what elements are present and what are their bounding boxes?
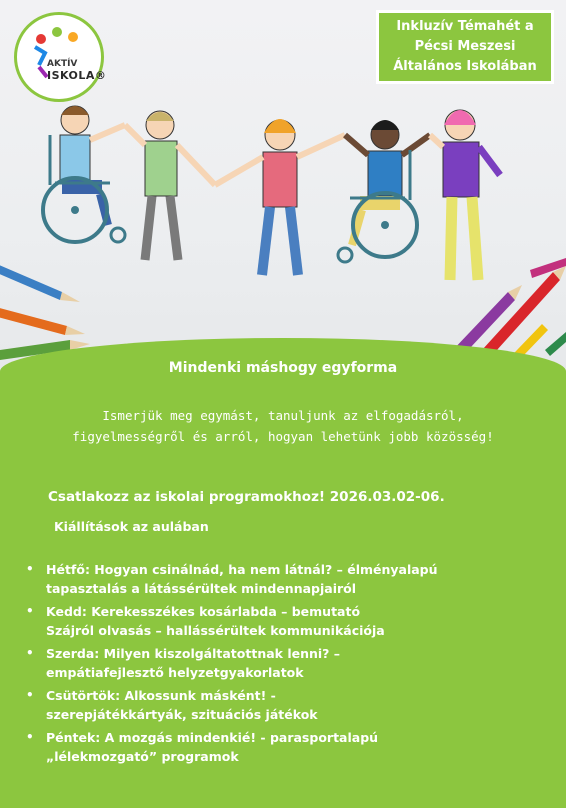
bullet-icon: •: [26, 646, 34, 660]
hero-illustration: [0, 0, 566, 380]
program-line: Péntek: A mozgás mindenkié! - parasportalapú: [46, 730, 379, 745]
program-line: Kedd: Kerekesszékes kosárlabda – bemutató: [46, 604, 361, 619]
program-line: „lélekmozgató” programok: [46, 749, 239, 764]
list-item: [24, 644, 544, 682]
bullet-icon: •: [26, 730, 34, 744]
school-name-line: Pécsi Meszesi: [414, 39, 516, 54]
program-line: Hétfő: Hogyan csinálnád, ha nem látnál? – élményalapú: [46, 562, 438, 577]
people-illustration: [0, 95, 566, 335]
list-item: [24, 602, 544, 640]
program-line: empátiafejlesztő helyzetgyakorlatok: [46, 665, 304, 680]
paper-doll-icon: [430, 110, 500, 280]
aktiv-iskola-logo: [14, 12, 107, 102]
list-item: [24, 686, 544, 724]
bullet-icon: •: [26, 562, 34, 576]
program-line: tapasztalás a látássérültek mindennapjairól: [46, 581, 357, 596]
pencil-icon: [545, 332, 566, 356]
program-list: [24, 560, 544, 770]
paper-doll-icon: [215, 119, 345, 275]
school-name-line: Általános Iskolában: [393, 59, 537, 74]
call-to-action: Csatlakozz az iskolai programokhoz! 2026.03.02-06.: [48, 489, 445, 505]
school-name-line: Inkluzív Témahét a: [396, 19, 534, 34]
bullet-icon: •: [26, 688, 34, 702]
program-line: Szájról olvasás – hallássérültek kommunikációja: [46, 623, 385, 638]
bullet-icon: •: [26, 604, 34, 618]
paper-doll-icon: [60, 106, 125, 225]
paper-doll-icon: [125, 111, 215, 260]
list-item: [24, 560, 544, 598]
program-line: Szerda: Milyen kiszolgáltatottnak lenni? –: [46, 646, 341, 661]
school-name-box: [376, 10, 554, 84]
event-title: Mindenki máshogy egyforma: [168, 360, 398, 376]
logo-figures-icon: [17, 15, 107, 99]
intro-text: Ismerjük meg egymást, tanuljunk az elfogadásról, figyelmességről és arról, hogyan lehetünk jobb közösség!: [72, 408, 494, 444]
program-line: Csütörtök: Alkossunk másként! -: [46, 688, 276, 703]
list-item: [24, 728, 544, 766]
program-line: szerepjátékkártyák, szituációs játékok: [46, 707, 318, 722]
logo-text: [47, 59, 107, 82]
logo-line2: ISKOLA®: [47, 69, 107, 82]
logo-line1: AKTÍV: [47, 59, 78, 69]
exhibitions-heading: Kiállítások az aulában: [54, 519, 209, 534]
